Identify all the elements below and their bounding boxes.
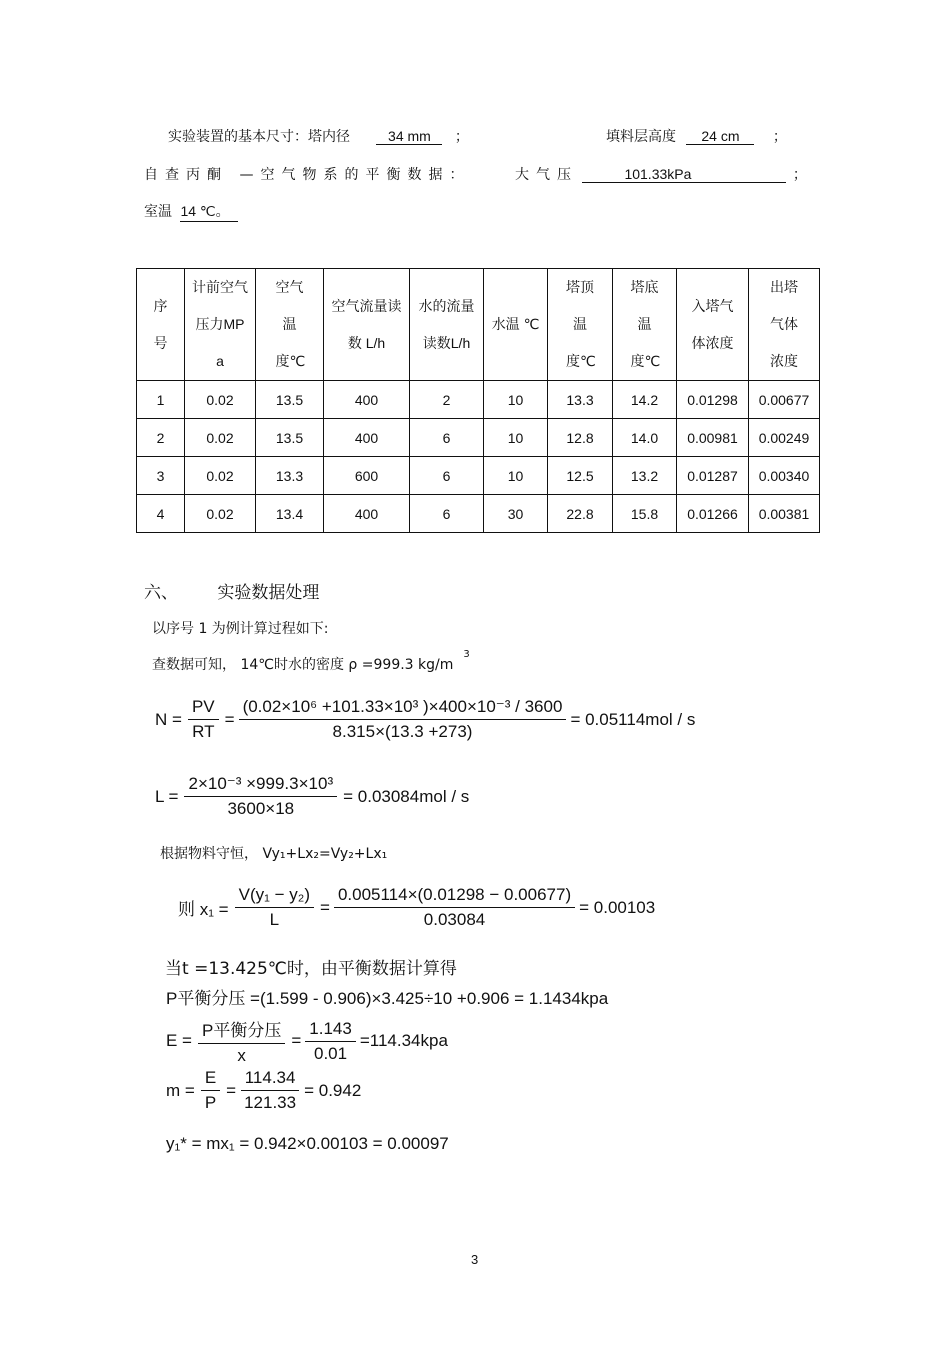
separator: ； <box>792 167 807 183</box>
table-cell: 12.8 <box>548 419 613 457</box>
equilibrium-label: 自查丙酮 —空气物系的平衡数据： <box>144 167 471 183</box>
th-pressure <box>185 269 256 381</box>
equals-sign: = <box>226 1080 237 1100</box>
fraction <box>188 697 219 742</box>
eq-result: = 0.03084mol / s <box>343 786 470 806</box>
eq-result: =114.34kpa <box>359 1031 448 1050</box>
density-exponent: 3 <box>463 649 470 661</box>
denominator: x <box>237 1046 246 1065</box>
denominator: 121.33 <box>244 1093 297 1112</box>
equation-P: P平衡分压 =(1.599 - 0.906)×3.425÷10 +0.906 = 1.1434kpa <box>166 989 609 1008</box>
numerator: V(y₁ − y₂) <box>235 885 314 908</box>
fraction <box>305 1019 356 1064</box>
table-cell: 15.8 <box>613 495 677 533</box>
denominator: RT <box>192 722 215 741</box>
equation-E <box>166 1016 448 1066</box>
eq-result: = 0.05114mol / s <box>570 709 696 729</box>
table-cell: 10 <box>484 457 548 495</box>
th-text: 序号 <box>153 297 168 351</box>
table-cell: 12.5 <box>548 457 613 495</box>
table-cell: 10 <box>484 381 548 419</box>
table-cell: 2 <box>137 419 185 457</box>
balance-line: 根据物料守恒， Vy₁+Lx₂=Vy₂+Lx₁ <box>160 846 388 862</box>
table-cell: 22.8 <box>548 495 613 533</box>
table-cell: 600 <box>324 457 410 495</box>
table-cell: 10 <box>484 419 548 457</box>
th-text: 塔底温度℃ <box>630 279 661 369</box>
numerator: (0.02×10⁶ +101.33×10³ )×400×10⁻³ / 3600 <box>239 697 567 720</box>
table-cell: 0.01298 <box>677 381 749 419</box>
denominator: P <box>204 1093 217 1112</box>
equation-L <box>155 774 469 819</box>
data-table <box>136 268 820 533</box>
th-text: 入塔气体浓度 <box>691 297 734 351</box>
diameter-value: 34 mm <box>376 128 442 145</box>
th-water-flow <box>410 269 484 381</box>
section-number: 六、 <box>144 583 178 603</box>
th-bottom-temp <box>613 269 677 381</box>
denominator: L <box>269 910 280 929</box>
table-cell: 0.00981 <box>677 419 749 457</box>
numerator: 1.143 <box>305 1019 356 1042</box>
table-cell: 4 <box>137 495 185 533</box>
dims-line <box>168 126 469 146</box>
table-cell: 400 <box>324 495 410 533</box>
numerator: P平衡分压 <box>198 1016 285 1044</box>
table-row <box>137 419 820 457</box>
fraction <box>334 885 575 930</box>
equation-x1 <box>178 885 655 930</box>
density-line <box>152 649 470 674</box>
th-outlet-conc <box>749 269 820 381</box>
separator: ； <box>772 129 787 145</box>
table-cell: 400 <box>324 419 410 457</box>
table-cell: 14.2 <box>613 381 677 419</box>
table-cell: 13.2 <box>613 457 677 495</box>
th-text: 空气流量读数 L/h <box>331 297 402 351</box>
th-text: 空气温度℃ <box>275 279 306 369</box>
room-line <box>144 201 238 222</box>
th-top-temp <box>548 269 613 381</box>
numerator: 2×10⁻³ ×999.3×10³ <box>184 774 337 797</box>
fraction <box>240 1068 300 1113</box>
height-label: 填料层高度 <box>606 129 676 145</box>
table-cell: 0.00677 <box>749 381 820 419</box>
table-header-row <box>137 269 820 381</box>
table-cell: 0.02 <box>185 495 256 533</box>
section-title: 实验数据处理 <box>217 583 320 603</box>
th-air-flow <box>324 269 410 381</box>
table-cell: 6 <box>410 495 484 533</box>
fraction <box>239 697 567 742</box>
table-cell: 0.01287 <box>677 457 749 495</box>
fraction <box>198 1016 285 1066</box>
table-cell: 1 <box>137 381 185 419</box>
atm-label: 大气压 <box>515 167 578 183</box>
table-cell: 3 <box>137 457 185 495</box>
equation-N <box>155 697 695 742</box>
eq-lhs: m = <box>166 1080 195 1100</box>
table-cell: 0.01266 <box>677 495 749 533</box>
numerator: E <box>201 1068 220 1091</box>
equals-sign: = <box>291 1031 302 1050</box>
table-cell: 0.00381 <box>749 495 820 533</box>
denominator: 0.03084 <box>423 910 486 929</box>
table-cell: 0.00340 <box>749 457 820 495</box>
equation-y1: y₁* = mx₁ = 0.942×0.00103 = 0.00097 <box>166 1134 449 1153</box>
eq-lhs: N = <box>155 709 182 729</box>
eq-lhs: E = <box>166 1031 192 1050</box>
eq-lhs: 则 x₁ = <box>178 900 229 919</box>
eq-result: = 0.00103 <box>579 897 656 917</box>
numerator: PV <box>188 697 219 720</box>
table-cell: 0.02 <box>185 381 256 419</box>
temperature-line: 当t =13.425℃时，由平衡数据计算得 <box>165 959 457 979</box>
th-water-temp <box>484 269 548 381</box>
equals-sign: = <box>224 709 235 729</box>
height-value: 24 cm <box>686 128 754 145</box>
table-cell: 400 <box>324 381 410 419</box>
atm-number: 101.33kPa <box>624 166 692 182</box>
room-value: 14 ℃。 <box>180 201 238 222</box>
th-text: 水温 ℃ <box>491 316 540 332</box>
fraction <box>184 774 337 819</box>
table-cell: 13.5 <box>256 419 324 457</box>
equals-sign: = <box>320 897 330 917</box>
intro-line: 以序号 1 为例计算过程如下: <box>152 621 329 637</box>
page-number: 3 <box>471 1252 479 1267</box>
atm-line <box>515 164 807 184</box>
denominator: 8.315×(13.3 +273) <box>332 722 473 741</box>
denominator: 0.01 <box>314 1043 348 1063</box>
atm-value <box>582 166 786 183</box>
table-cell: 6 <box>410 419 484 457</box>
height-line <box>606 126 787 146</box>
table-cell: 0.00249 <box>749 419 820 457</box>
table-row <box>137 495 820 533</box>
equation-m <box>166 1068 361 1113</box>
table-cell: 0.02 <box>185 457 256 495</box>
numerator: 0.005114×(0.01298 − 0.00677) <box>334 885 575 908</box>
th-air-temp <box>256 269 324 381</box>
table-cell: 2 <box>410 381 484 419</box>
th-text: 计前空气压力MPa <box>192 279 248 369</box>
fraction <box>201 1068 220 1113</box>
th-text: 出塔气体浓度 <box>770 279 798 369</box>
numerator: 114.34 <box>241 1068 300 1091</box>
density-text: 查数据可知， 14℃时水的密度 ρ =999.3 kg/m <box>152 657 454 673</box>
table-cell: 30 <box>484 495 548 533</box>
table-row <box>137 381 820 419</box>
separator: ； <box>454 129 469 145</box>
section-heading <box>144 578 319 603</box>
th-text: 塔顶温度℃ <box>566 279 596 369</box>
dims-label: 实验装置的基本尺寸：塔内径 <box>168 129 350 145</box>
th-index <box>137 269 185 381</box>
th-text: 水的流量读数L/h <box>418 297 475 351</box>
table-cell: 13.3 <box>256 457 324 495</box>
th-inlet-conc <box>677 269 749 381</box>
table-cell: 14.0 <box>613 419 677 457</box>
fraction <box>235 885 314 930</box>
table-cell: 13.4 <box>256 495 324 533</box>
table-cell: 13.5 <box>256 381 324 419</box>
denominator: 3600×18 <box>227 799 295 818</box>
eq-result: = 0.942 <box>304 1080 362 1100</box>
table-cell: 0.02 <box>185 419 256 457</box>
table-cell: 13.3 <box>548 381 613 419</box>
eq-lhs: L = <box>155 786 179 806</box>
table-cell: 6 <box>410 457 484 495</box>
room-label: 室温 <box>144 204 172 220</box>
table-row <box>137 457 820 495</box>
